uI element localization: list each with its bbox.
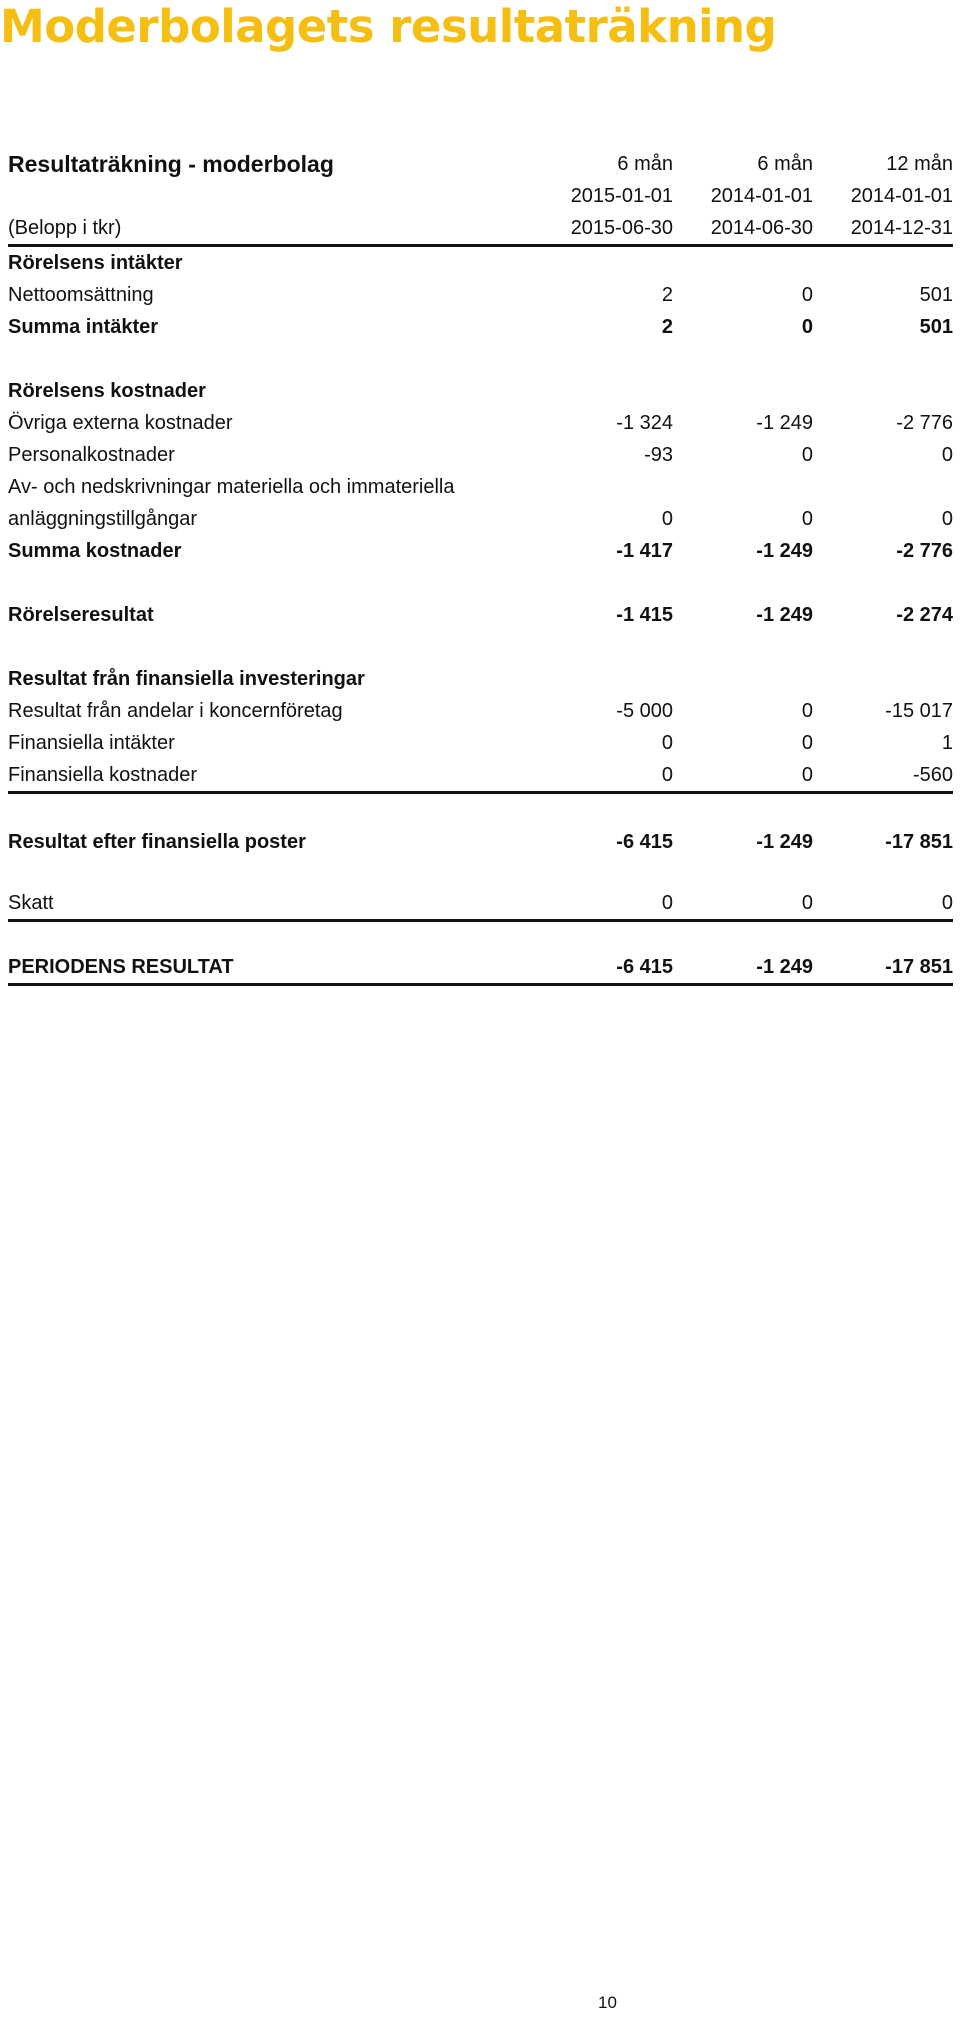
header-period-3-to: 2014-12-31 — [850, 216, 953, 239]
row-label: Rörelsens intäkter — [8, 251, 183, 274]
income-statement-table — [8, 148, 953, 986]
row-value-period-1: -6 415 — [616, 831, 673, 853]
row-value-period-1: 0 — [661, 892, 673, 914]
table-row — [8, 759, 953, 794]
table-row — [8, 922, 953, 986]
row-value-period-1: -6 415 — [616, 956, 673, 978]
page-title: Moderbolagets resultaträkning — [0, 0, 777, 53]
table-row — [8, 279, 953, 311]
row-label: Finansiella intäkter — [8, 731, 175, 754]
row-value-period-2: 0 — [801, 731, 813, 754]
table-row — [8, 631, 953, 695]
row-value-period-3: -15 017 — [885, 699, 953, 722]
row-value-period-3: -2 776 — [896, 411, 953, 434]
header-period-3-from: 2014-01-01 — [850, 184, 953, 207]
row-value-period-3: -2 776 — [896, 539, 953, 562]
row-label: Finansiella kostnader — [8, 763, 197, 786]
header-period-2-to: 2014-06-30 — [710, 216, 813, 239]
row-value-period-1: -1 415 — [616, 604, 673, 626]
header-period-1-length: 6 mån — [617, 152, 673, 175]
row-value-period-2: -1 249 — [756, 411, 813, 434]
table-row — [8, 311, 953, 343]
statement-title: Resultaträkning - moderbolag — [8, 150, 334, 177]
table-row — [8, 695, 953, 727]
table-row — [8, 471, 953, 503]
row-label: Av- och nedskrivningar materiella och immateriella — [8, 475, 455, 498]
row-value-period-2: 0 — [801, 892, 813, 914]
row-label: Resultat från andelar i koncernföretag — [8, 699, 343, 722]
row-label: anläggningstillgångar — [8, 507, 198, 530]
table-row — [8, 503, 953, 535]
row-label: Summa kostnader — [8, 539, 182, 562]
table-row — [8, 407, 953, 439]
table-row — [8, 727, 953, 759]
row-value-period-2: 0 — [801, 699, 813, 722]
row-value-period-2: 0 — [801, 763, 813, 786]
unit-label: (Belopp i tkr) — [8, 216, 122, 239]
row-label: Summa intäkter — [8, 315, 159, 338]
row-label: Skatt — [8, 892, 54, 914]
row-value-period-1: -1 324 — [616, 411, 673, 434]
row-value-period-2: -1 249 — [756, 956, 813, 978]
row-label: Personalkostnader — [8, 443, 175, 466]
row-value-period-2: 0 — [801, 443, 813, 466]
header-row-title — [8, 148, 953, 180]
row-value-period-3: -560 — [912, 763, 953, 786]
table-row — [8, 535, 953, 567]
page-number: 10 — [598, 1993, 617, 2012]
header-period-3-length: 12 mån — [886, 152, 953, 175]
row-value-period-3: 1 — [941, 731, 953, 754]
row-value-period-3: -17 851 — [885, 956, 953, 978]
header-period-1-from: 2015-01-01 — [570, 184, 673, 207]
row-value-period-1: 2 — [661, 315, 673, 338]
row-value-period-2: -1 249 — [756, 539, 813, 562]
row-value-period-1: 0 — [661, 507, 673, 530]
table-row — [8, 858, 953, 922]
row-value-period-2: 0 — [801, 283, 813, 306]
row-value-period-3: 0 — [941, 443, 953, 466]
row-value-period-3: 0 — [941, 507, 953, 530]
row-value-period-1: -5 000 — [616, 699, 673, 722]
row-label: PERIODENS RESULTAT — [8, 956, 234, 978]
header-period-2-from: 2014-01-01 — [710, 184, 813, 207]
table-row — [8, 794, 953, 858]
row-value-period-3: -2 274 — [896, 604, 953, 626]
statement-body — [8, 247, 953, 986]
row-value-period-1: -93 — [644, 443, 673, 466]
row-label: Övriga externa kostnader — [8, 411, 233, 434]
row-label: Rörelsens kostnader — [8, 380, 206, 402]
row-value-period-2: 0 — [801, 507, 813, 530]
row-value-period-3: 501 — [919, 283, 953, 306]
table-row — [8, 567, 953, 631]
row-value-period-3: 0 — [941, 892, 953, 914]
row-value-period-1: 0 — [661, 731, 673, 754]
row-value-period-1: -1 417 — [616, 539, 673, 562]
table-row — [8, 343, 953, 407]
row-value-period-2: -1 249 — [756, 604, 813, 626]
row-value-period-1: 2 — [661, 283, 673, 306]
table-row — [8, 439, 953, 471]
row-value-period-3: -17 851 — [885, 831, 953, 853]
row-value-period-2: -1 249 — [756, 831, 813, 853]
header-period-2-length: 6 mån — [757, 152, 813, 175]
row-label: Resultat efter finansiella poster — [8, 831, 306, 853]
row-label: Nettoomsättning — [8, 283, 154, 306]
row-label: Rörelseresultat — [8, 604, 154, 626]
header-row-to — [8, 212, 953, 247]
header-period-1-to: 2015-06-30 — [570, 216, 673, 239]
header-row-from — [8, 180, 953, 212]
row-value-period-3: 501 — [919, 315, 953, 338]
table-row — [8, 247, 953, 279]
row-label: Resultat från finansiella investeringar — [8, 668, 365, 690]
row-value-period-1: 0 — [661, 763, 673, 786]
row-value-period-2: 0 — [801, 315, 813, 338]
